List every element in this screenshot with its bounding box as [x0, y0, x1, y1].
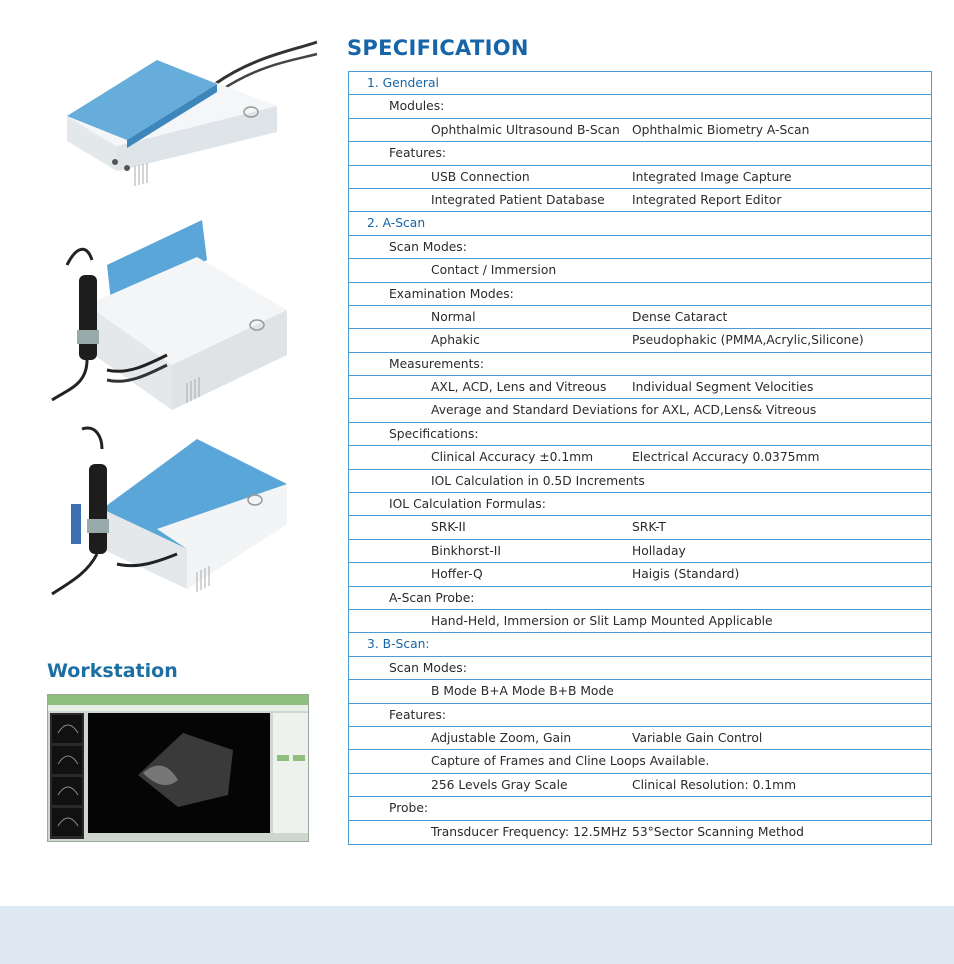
- spec-item-row: [349, 680, 931, 703]
- spec-item-row: [349, 119, 931, 142]
- spec-item-row: [349, 821, 931, 844]
- spec-value: Integrated Image Capture: [632, 169, 792, 184]
- spec-value: Capture of Frames and Cline Loops Available.: [431, 754, 710, 769]
- spec-value: Ophthalmic Biometry A-Scan: [632, 122, 810, 137]
- spec-value: Individual Segment Velocities: [632, 380, 814, 395]
- spec-value: Clinical Accuracy ±0.1mm: [431, 450, 594, 465]
- spec-value: USB Connection: [431, 169, 530, 184]
- spec-subheading-row: [349, 142, 931, 165]
- spec-item-row: [349, 750, 931, 773]
- spec-section-row: [349, 212, 931, 235]
- device-photo-open: [47, 215, 297, 415]
- spec-value: Pseudophakic (PMMA,Acrylic,Silicone): [632, 333, 864, 348]
- spec-subheading-row: [349, 283, 931, 306]
- spec-value: SRK-II: [431, 520, 466, 535]
- subheading-label: Examination Modes:: [389, 286, 514, 301]
- spec-value: Adjustable Zoom, Gain: [431, 730, 572, 745]
- spec-value: 256 Levels Gray Scale: [431, 777, 568, 792]
- spec-value: Integrated Patient Database: [431, 192, 605, 207]
- spec-value: SRK-T: [632, 520, 666, 535]
- spec-subheading-row: [349, 587, 931, 610]
- spec-section-row: [349, 633, 931, 656]
- spec-item-row: [349, 399, 931, 422]
- section-heading: 1. Genderal: [367, 76, 439, 90]
- workstation-title: Workstation: [47, 660, 178, 682]
- spec-subheading-row: [349, 236, 931, 259]
- spec-value: Binkhorst-II: [431, 543, 502, 558]
- subheading-label: Features:: [389, 146, 447, 161]
- spec-item-row: [349, 329, 931, 352]
- spec-item-row: [349, 446, 931, 469]
- spec-value: Holladay: [632, 543, 686, 558]
- spec-item-row: [349, 774, 931, 797]
- workstation-screenshot: [47, 694, 309, 842]
- spec-value: Hand-Held, Immersion or Slit Lamp Mounted Applicable: [431, 613, 773, 628]
- spec-value: Variable Gain Control: [632, 730, 763, 745]
- device-photo-probe: [47, 424, 297, 604]
- spec-item-row: [349, 259, 931, 282]
- spec-value: 53°Sector Scanning Method: [632, 824, 804, 839]
- spec-item-row: [349, 540, 931, 563]
- spec-value: Clinical Resolution: 0.1mm: [632, 777, 797, 792]
- device-photo-closed: [55, 36, 325, 216]
- spec-item-row: [349, 516, 931, 539]
- spec-value: Haigis (Standard): [632, 567, 740, 582]
- spec-item-row: [349, 166, 931, 189]
- spec-section-row: [349, 72, 931, 95]
- subheading-label: Measurements:: [389, 356, 484, 371]
- spec-subheading-row: [349, 95, 931, 118]
- spec-subheading-row: [349, 493, 931, 516]
- spec-value: Ophthalmic Ultrasound B-Scan: [431, 122, 620, 137]
- section-heading: 2. A-Scan: [367, 216, 426, 231]
- spec-value: Integrated Report Editor: [632, 192, 782, 207]
- spec-subheading-row: [349, 657, 931, 680]
- spec-item-row: [349, 306, 931, 329]
- bottom-band: [0, 906, 954, 964]
- spec-value: Average and Standard Deviations for AXL, ACD,Lens& Vitreous: [431, 403, 817, 418]
- spec-item-row: [349, 610, 931, 633]
- spec-table: [348, 71, 932, 845]
- spec-item-row: [349, 563, 931, 586]
- section-heading: 3. B-Scan:: [367, 637, 430, 652]
- spec-title: SPECIFICATION: [347, 36, 529, 60]
- spec-subheading-row: [349, 423, 931, 446]
- subheading-label: Scan Modes:: [389, 239, 467, 254]
- subheading-label: Features:: [389, 707, 447, 722]
- spec-item-row: [349, 376, 931, 399]
- spec-value: Transducer Frequency: 12.5MHz: [431, 824, 627, 839]
- spec-subheading-row: [349, 704, 931, 727]
- spec-value: Dense Cataract: [632, 309, 728, 324]
- spec-subheading-row: [349, 797, 931, 820]
- spec-value: Normal: [431, 309, 476, 324]
- spec-subheading-row: [349, 353, 931, 376]
- subheading-label: Specifications:: [389, 426, 479, 441]
- spec-value: AXL, ACD, Lens and Vitreous: [431, 380, 607, 395]
- subheading-label: Scan Modes:: [389, 660, 467, 675]
- subheading-label: Probe:: [389, 801, 429, 816]
- subheading-label: Modules:: [389, 99, 445, 114]
- spec-value: IOL Calculation in 0.5D Increments: [431, 473, 645, 488]
- spec-item-row: [349, 470, 931, 493]
- subheading-label: IOL Calculation Formulas:: [389, 497, 546, 512]
- subheading-label: A-Scan Probe:: [389, 590, 475, 605]
- spec-value: Contact / Immersion: [431, 263, 557, 278]
- spec-value: B Mode B+A Mode B+B Mode: [431, 684, 614, 699]
- spec-item-row: [349, 189, 931, 212]
- spec-value: Hoffer-Q: [431, 567, 483, 582]
- spec-item-row: [349, 727, 931, 750]
- spec-value: Electrical Accuracy 0.0375mm: [632, 450, 820, 465]
- spec-value: Aphakic: [431, 333, 480, 348]
